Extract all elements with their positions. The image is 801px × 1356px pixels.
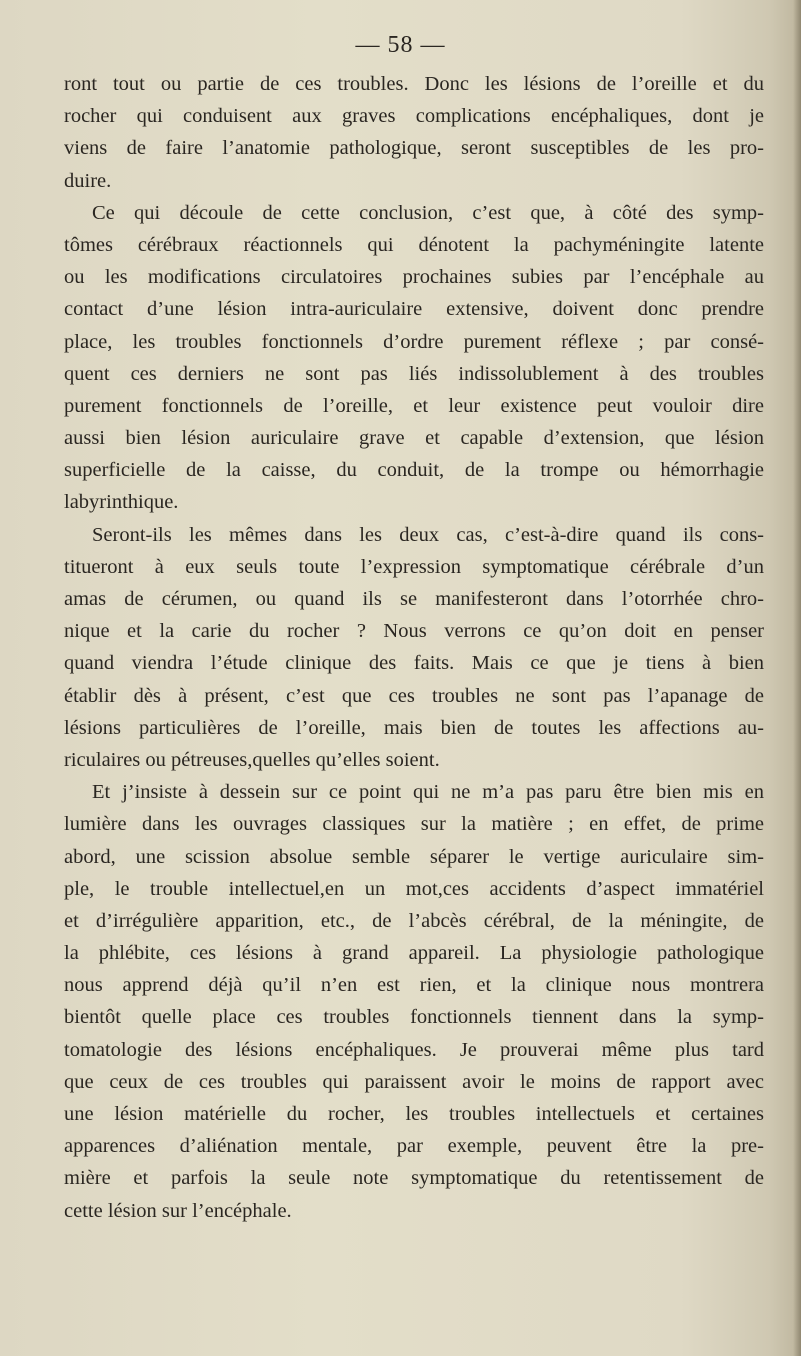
- text-line: quand viendra l’étude clinique des faits. Mais ce que je tiens à bien: [64, 652, 764, 675]
- text-line: riculaires ou pétreuses,quelles qu’elles soient.: [64, 748, 440, 771]
- text-line: superficielle de la caisse, du conduit, de la trompe ou hémorrhagie: [64, 459, 764, 482]
- text-line: et d’irrégulière apparition, etc., de l’abcès cérébral, de la méningite, de: [64, 909, 764, 932]
- text-line: ou les modifications circulatoires prochaines subies par l’encéphale au: [64, 266, 764, 289]
- text-line: nous apprend déjà qu’il n’en est rien, et la clinique nous montrera: [64, 974, 764, 997]
- text-line: apparences d’aliénation mentale, par exemple, peuvent être la pre-: [64, 1135, 764, 1158]
- text-line: Et j’insiste à dessein sur ce point qui ne m’a pas paru être bien mis en: [92, 781, 764, 804]
- text-line: purement fonctionnels de l’oreille, et leur existence peut vouloir dire: [64, 394, 764, 417]
- text-line: établir dès à présent, c’est que ces troubles ne sont pas l’apanage de: [64, 684, 764, 707]
- text-line: nique et la carie du rocher ? Nous verrons ce qu’on doit en penser: [64, 620, 764, 643]
- text-line: amas de cérumen, ou quand ils se manifesteront dans l’otorrhée chro-: [64, 588, 764, 610]
- text-line: rocher qui conduisent aux graves complications encéphaliques, dont je: [64, 105, 764, 128]
- text-line: tômes cérébraux réactionnels qui dénotent la pachyméningite latente: [64, 233, 764, 256]
- text-line: mière et parfois la seule note symptomatique du retentissement de: [64, 1167, 764, 1190]
- text-line: Ce qui découle de cette conclusion, c’est que, à côté des symp-: [92, 201, 764, 224]
- text-line: une lésion matérielle du rocher, les troubles intellectuels et certaines: [64, 1103, 764, 1125]
- text-line: contact d’une lésion intra-auriculaire extensive, doivent donc prendre: [64, 298, 764, 321]
- page-number: — 58 —: [355, 32, 446, 58]
- text-line: Seront-ils les mêmes dans les deux cas, c’est-à-dire quand ils cons-: [92, 523, 764, 546]
- text-line: viens de faire l’anatomie pathologique, seront susceptibles de les pro-: [64, 137, 764, 160]
- text-line: que ceux de ces troubles qui paraissent avoir le moins de rapport avec: [64, 1070, 764, 1093]
- text-line: tomatologie des lésions encéphaliques. Je prouverai même plus tard: [64, 1038, 764, 1061]
- text-line: lumière dans les ouvrages classiques sur la matière ; en effet, de prime: [64, 813, 764, 836]
- body-text: [64, 68, 764, 1227]
- text-line: abord, une scission absolue semble séparer le vertige auriculaire sim-: [64, 845, 764, 868]
- text-line: aussi bien lésion auriculaire grave et capable d’extension, que lésion: [64, 427, 764, 450]
- text-line: labyrinthique.: [64, 491, 179, 514]
- text-line: bientôt quelle place ces troubles fonctionnels tiennent dans la symp-: [64, 1006, 764, 1029]
- text-line: duire.: [64, 169, 112, 192]
- text-line: place, les troubles fonctionnels d’ordre purement réflexe ; par consé-: [64, 330, 764, 353]
- text-line: ple, le trouble intellectuel,en un mot,ces accidents d’aspect immatériel: [64, 877, 764, 900]
- text-line: quent ces derniers ne sont pas liés indissolublement à des troubles: [64, 362, 764, 385]
- text-line: la phlébite, ces lésions à grand appareil. La physiologie pathologique: [64, 942, 764, 965]
- text-line: titueront à eux seuls toute l’expression symptomatique cérébrale d’un: [64, 555, 764, 578]
- text-line: ront tout ou partie de ces troubles. Donc les lésions de l’oreille et du: [64, 73, 764, 95]
- text-line: lésions particulières de l’oreille, mais bien de toutes les affections au-: [64, 716, 764, 739]
- page-edge-shadow: [793, 0, 801, 1356]
- text-line: cette lésion sur l’encéphale.: [64, 1199, 292, 1222]
